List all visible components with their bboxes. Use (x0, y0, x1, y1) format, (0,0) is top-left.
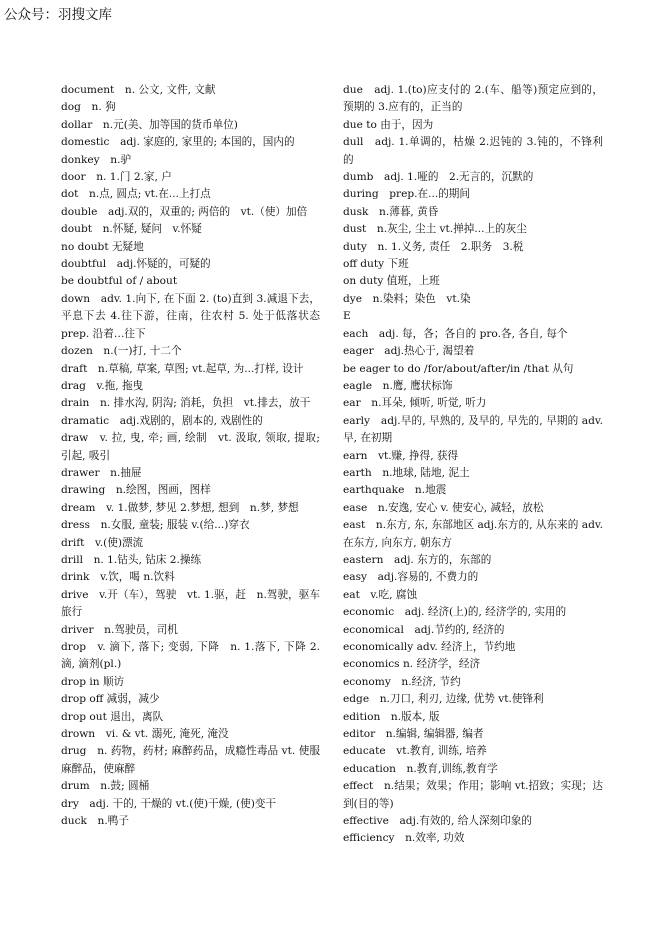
dictionary-entry: draft n.草稿, 草案, 草图; vt.起草, 为...打样, 设计 (61, 362, 304, 375)
dictionary-entry: draw v. 拉, 曳, 牵; 画, 绘制 vt. 汲取, 领取, 提取; 引起, 吸引 (61, 432, 320, 462)
dictionary-entry: due adj. 1.(to)应支付的 2.(车、船等)预定应到的，预期的 3.应有的，正当的 (343, 84, 603, 114)
dictionary-entry: dye n.染料；染色 vt.染 (343, 292, 471, 305)
dictionary-entry: drug n. 药物，药材; 麻醉药品，成瘾性毒品 vt. 使服麻醉品，使麻醉 (61, 745, 320, 775)
dictionary-entry: be eager to do /for/about/after/in /that 从句 (343, 362, 574, 375)
dictionary-entry: be doubtful of / about (61, 275, 178, 288)
dictionary-entry: dozen n.(一)打, 十二个 (61, 345, 182, 358)
dictionary-entry: each adj. 每，各；各自的 pro.各, 各自, 每个 (343, 327, 568, 340)
right-column (343, 82, 603, 848)
dictionary-entry: dress n.女服, 童装; 服装 v.(给...)穿衣 (61, 519, 250, 532)
dictionary-entry: dot n.点, 圆点; vt.在...上打点 (61, 188, 211, 201)
dictionary-entry: economics n. 经济学，经济 (343, 658, 481, 671)
dictionary-entry: duck n.鸭子 (61, 815, 129, 828)
dictionary-entry: drown vi. & vt. 溺死, 淹死, 淹没 (61, 728, 229, 741)
dictionary-entry: dramatic adj.戏剧的，剧本的, 戏剧性的 (61, 414, 263, 427)
dictionary-entry: doubtful adj.怀疑的，可疑的 (61, 258, 211, 271)
dictionary-entry: dry adj. 干的, 干燥的 vt.(使)干燥, (使)变干 (61, 797, 277, 810)
dictionary-entry: drop v. 滴下, 落下; 变弱, 下降 n. 1.落下, 下降 2.滴, 滴剂(pl.) (61, 641, 320, 671)
dictionary-entry: east n.东方, 东, 东部地区 adj.东方的, 从东来的 adv.在东方, 向东方, 朝东方 (343, 519, 603, 549)
dictionary-entry: educate vt.教育, 训练, 培养 (343, 745, 487, 758)
dictionary-entry: on duty 值班，上班 (343, 275, 440, 288)
dictionary-entry: earthquake n.地震 (343, 484, 447, 497)
dictionary-entry: domestic adj. 家庭的, 家里的; 本国的，国内的 (61, 136, 295, 149)
dictionary-entry: drill n. 1.钻头, 钻床 2.操练 (61, 553, 202, 566)
dictionary-entry: drink v.饮，喝 n.饮料 (61, 571, 175, 584)
dictionary-entry: efficiency n.效率, 功效 (343, 832, 465, 845)
dictionary-entry: drift v.(使)漂流 (61, 536, 144, 549)
dictionary-entry: drive v.开（车），驾驶 vt. 1.驱，赶 n.驾驶，驱车旅行 (61, 588, 320, 619)
dictionary-entry: eager adj.热心于, 渴望着 (343, 345, 475, 358)
dictionary-entry: economical adj.节约的, 经济的 (343, 623, 505, 636)
dictionary-entry: dollar n.元(美、加等国的货币单位) (61, 118, 238, 131)
dictionary-entry: drag v.拖, 拖曳 (61, 379, 144, 392)
dictionary-entry: due to 由于，因为 (343, 118, 434, 131)
dictionary-entry: duty n. 1.义务, 责任 2.职务 3.税 (343, 240, 524, 253)
dictionary-entry: eastern adj. 东方的，东部的 (343, 553, 492, 566)
dictionary-entry: ease n.安逸, 安心 v. 使安心, 减轻，放松 (343, 501, 544, 514)
dictionary-entry: dog n. 狗 (61, 101, 116, 114)
dictionary-entry: education n.教育,训练,教育学 (343, 762, 498, 775)
dictionary-entry: drawer n.抽屉 (61, 466, 142, 479)
dictionary-entry: dust n.灰尘, 尘土 vt.掸掉...上的灰尘 (343, 223, 527, 236)
dictionary-entry: double adj.双的，双重的; 两倍的 vt.（使）加倍 (61, 205, 308, 218)
dictionary-entry: eat v.吃, 腐蚀 (343, 588, 418, 601)
dictionary-entry: edge n.刀口, 利刃, 边缘, 优势 vt.使锋利 (343, 693, 544, 706)
dictionary-entry: early adj.早的, 早熟的, 及早的, 早先的, 早期的 adv.早, 在初期 (343, 414, 603, 445)
dictionary-entry: document n. 公文, 文件, 文献 (61, 84, 216, 96)
dictionary-entry: during prep.在...的期间 (343, 188, 470, 201)
dictionary-entry: drain n. 排水沟, 阴沟; 消耗，负担 vt.排去，放干 (61, 397, 311, 410)
dictionary-entry: effect n.结果；效果；作用；影响 vt.招致；实现；达到(目的等) (343, 780, 603, 810)
dictionary-entry: economic adj. 经济(上)的, 经济学的, 实用的 (343, 606, 567, 619)
dictionary-entry: economically adv. 经济上，节约地 (343, 641, 516, 653)
dictionary-entry: E (343, 310, 351, 323)
dictionary-entry: driver n.驾驶员，司机 (61, 623, 178, 636)
dictionary-entry: no doubt 无疑地 (61, 240, 144, 253)
dictionary-entry: eagle n.鹰, 鹰状标饰 (343, 379, 453, 392)
dictionary-entry: editor n.编辑, 编辑器, 编者 (343, 728, 484, 741)
dictionary-entry: dream v. 1.做梦, 梦见 2.梦想, 想到 n.梦, 梦想 (61, 501, 299, 514)
dictionary-entry: door n. 1.门 2.家, 户 (61, 171, 172, 184)
dictionary-entry: economy n.经济, 节约 (343, 675, 461, 688)
dictionary-entry: effective adj.有效的, 给人深刻印象的 (343, 815, 532, 828)
dictionary-entry: earn vt.赚, 挣得, 获得 (343, 449, 459, 462)
dictionary-entry: off duty 下班 (343, 258, 409, 271)
dictionary-entry: edition n.版本, 版 (343, 710, 440, 723)
dictionary-entry: dull adj. 1.单调的，枯燥 2.迟钝的 3.钝的，不锋利的 (343, 136, 603, 166)
dictionary-entry: drop out 退出，离队 (61, 710, 164, 723)
dictionary-entry: ear n.耳朵, 倾听, 听觉, 听力 (343, 397, 487, 410)
dictionary-entry: earth n.地球, 陆地, 泥土 (343, 466, 470, 479)
dictionary-entry: down adv. 1.向下, 在下面 2. (to)直到 3.减退下去，平息下去 4.往下游，往南，往农村 5. 处于低落状态 prep. 沿着…往下 (61, 292, 320, 340)
dictionary-entry: drawing n.绘图，图画，图样 (61, 484, 211, 497)
left-column (61, 82, 320, 830)
dictionary-entry: dumb adj. 1.哑的 2.无言的，沉默的 (343, 171, 534, 184)
dictionary-entry: easy adj.容易的, 不费力的 (343, 571, 479, 584)
dictionary-entry: drop off 减弱，减少 (61, 693, 160, 706)
dictionary-entry: dusk n.薄暮, 黄昏 (343, 205, 439, 218)
dictionary-entry: drop in 顺访 (61, 675, 125, 688)
dictionary-entry: drum n.鼓; 圆桶 (61, 780, 150, 793)
dictionary-entry: donkey n.驴 (61, 153, 132, 166)
dictionary-entry: doubt n.怀疑, 疑问 v.怀疑 (61, 223, 202, 236)
page-header: 公众号：羽搜文库 (4, 7, 112, 23)
